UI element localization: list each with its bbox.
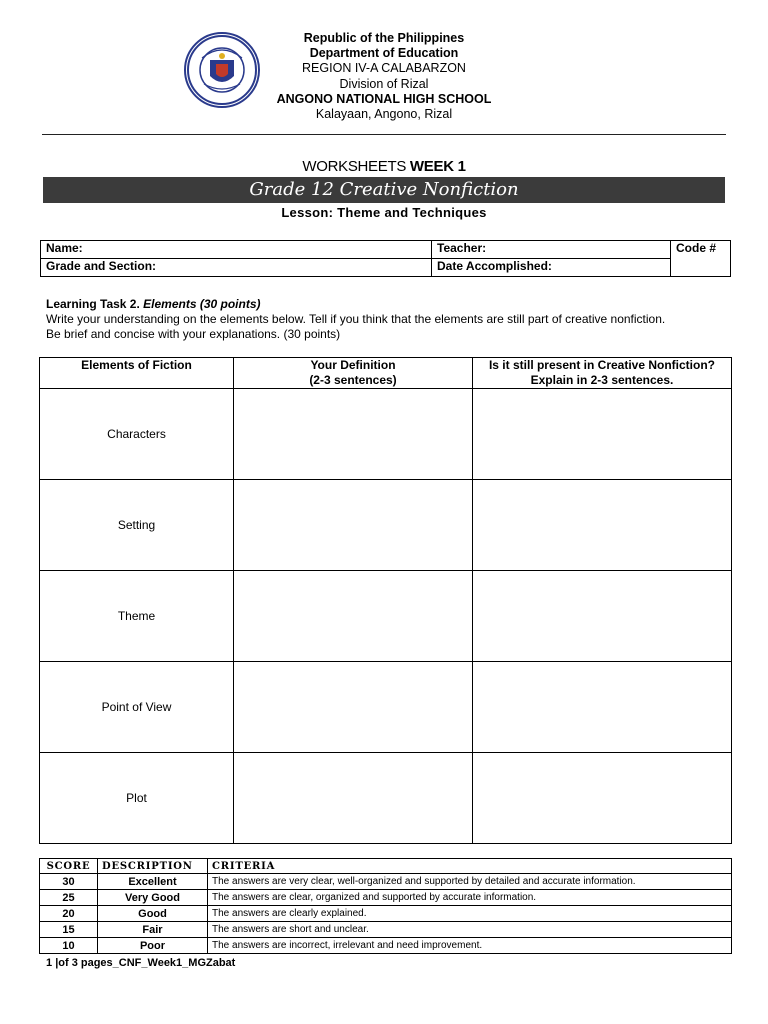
col-present-in-cnf: Is it still present in Creative Nonfiction? Explain in 2-3 sentences.	[473, 358, 732, 389]
rubric-description: Very Good	[98, 890, 208, 906]
header-division: Division of Rizal	[339, 77, 429, 91]
code-field[interactable]: Code #	[671, 241, 731, 277]
table-row	[40, 890, 732, 906]
page-footer	[46, 957, 235, 969]
header-divider	[42, 134, 726, 135]
teacher-field[interactable]: Teacher:	[432, 241, 671, 259]
rubric-description: Fair	[98, 922, 208, 938]
rubric-criteria: The answers are incorrect, irrelevant and need improvement.	[208, 938, 732, 954]
worksheet-heading	[0, 158, 768, 175]
worksheet-label: WORKSHEETS	[302, 158, 407, 175]
header-republic: Republic of the Philippines	[303, 31, 465, 45]
grade-banner	[43, 177, 725, 203]
table-row	[40, 662, 732, 753]
rubric-criteria: The answers are clear, organized and supported by accurate information.	[208, 890, 732, 906]
definition-answer-cell[interactable]	[234, 389, 473, 480]
rubric-header-criteria: CRITERIA	[208, 859, 732, 874]
elements-table	[39, 357, 732, 844]
header-department: Department of Education	[309, 46, 459, 60]
definition-answer-cell[interactable]	[234, 662, 473, 753]
date-accomplished-field[interactable]: Date Accomplished:	[432, 259, 671, 277]
rubric-score: 20	[40, 906, 98, 922]
cnf-answer-cell[interactable]	[473, 753, 732, 844]
rubric-score: 15	[40, 922, 98, 938]
worksheet-week: WEEK 1	[409, 158, 466, 175]
rubric-criteria: The answers are short and unclear.	[208, 922, 732, 938]
table-row	[40, 571, 732, 662]
col-elements-of-fiction: Elements of Fiction	[40, 358, 234, 389]
rubric-criteria: The answers are very clear, well-organized and supported by detailed and accurate information.	[208, 874, 732, 890]
rubric-description: Excellent	[98, 874, 208, 890]
element-label: Characters	[40, 389, 234, 480]
footer-text: |of 3 pages_CNF_Week1_MGZabat	[55, 957, 236, 969]
grade-section-field[interactable]: Grade and Section:	[41, 259, 432, 277]
cnf-answer-cell[interactable]	[473, 389, 732, 480]
element-label: Setting	[40, 480, 234, 571]
table-row	[40, 753, 732, 844]
header-school: ANGONO NATIONAL HIGH SCHOOL	[276, 92, 492, 106]
rubric-header-score: SCORE	[40, 859, 98, 874]
task-title: Elements (30 points)	[143, 297, 261, 311]
task-instruction-1: Write your understanding on the elements below. Tell if you think that the elements are still part of creative nonfiction.	[46, 312, 666, 326]
col-your-definition: Your Definition (2-3 sentences)	[234, 358, 473, 389]
scoring-rubric-table	[39, 858, 732, 954]
rubric-description: Good	[98, 906, 208, 922]
table-row	[40, 480, 732, 571]
definition-answer-cell[interactable]	[234, 480, 473, 571]
definition-answer-cell[interactable]	[234, 753, 473, 844]
table-row	[40, 922, 732, 938]
element-label: Theme	[40, 571, 234, 662]
cnf-answer-cell[interactable]	[473, 662, 732, 753]
cnf-answer-cell[interactable]	[473, 571, 732, 662]
page-number: 1	[46, 957, 53, 969]
rubric-score: 30	[40, 874, 98, 890]
rubric-criteria: The answers are clearly explained.	[208, 906, 732, 922]
definition-answer-cell[interactable]	[234, 571, 473, 662]
header-region: REGION IV-A CALABARZON	[302, 61, 466, 75]
task-heading	[46, 297, 261, 312]
rubric-header-description: DESCRIPTION	[98, 859, 208, 874]
name-field[interactable]: Name:	[41, 241, 432, 259]
task-instruction-2: Be brief and concise with your explanations. (30 points)	[46, 327, 341, 341]
table-row	[40, 938, 732, 954]
banner-title: Grade 12 Creative Nonfiction	[249, 179, 519, 200]
element-label: Plot	[40, 753, 234, 844]
student-info-table	[40, 240, 731, 277]
cnf-answer-cell[interactable]	[473, 480, 732, 571]
table-row	[40, 906, 732, 922]
rubric-score: 25	[40, 890, 98, 906]
table-row	[40, 389, 732, 480]
header-address: Kalayaan, Angono, Rizal	[315, 107, 453, 121]
lesson-title: Lesson: Theme and Techniques	[281, 205, 487, 220]
rubric-description: Poor	[98, 938, 208, 954]
element-label: Point of View	[40, 662, 234, 753]
table-row	[40, 874, 732, 890]
task-prefix: Learning Task 2.	[46, 297, 140, 311]
rubric-score: 10	[40, 938, 98, 954]
